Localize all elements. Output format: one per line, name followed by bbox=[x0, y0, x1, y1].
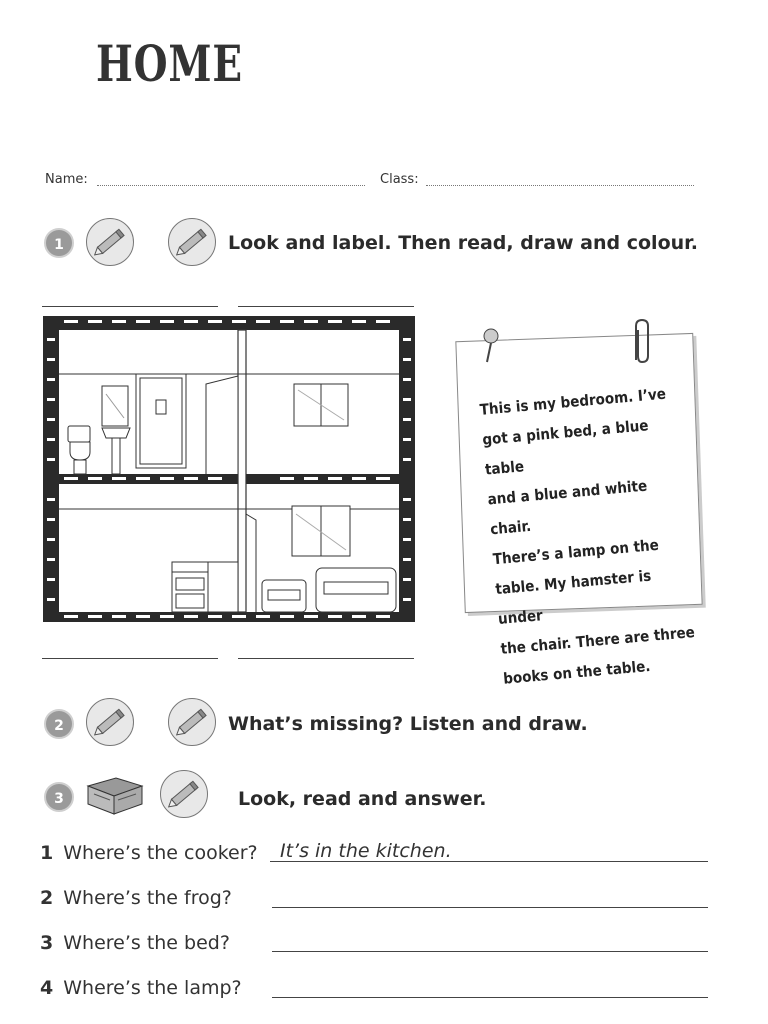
question-number: 1 bbox=[40, 842, 54, 864]
question-number: 2 bbox=[40, 887, 54, 909]
class-label: Class: bbox=[380, 172, 419, 187]
note-text: This is my bedroom. I’ve got a pink bed, a blue table and a blue and white chair. There’s a lamp on the table. My hamster is under the chair. There are three books on the table. bbox=[479, 384, 696, 688]
question-number: 3 bbox=[40, 932, 54, 954]
book-icon bbox=[84, 772, 146, 818]
house-illustration bbox=[40, 314, 418, 626]
question-text: Where’s the cooker? bbox=[63, 842, 258, 864]
pushpin-icon bbox=[476, 326, 506, 366]
page-title: HOME bbox=[96, 34, 243, 93]
exercise-1-instruction: Look and label. Then read, draw and colour. bbox=[228, 232, 699, 254]
answer-line[interactable] bbox=[272, 996, 708, 998]
paperclip-icon bbox=[626, 316, 656, 366]
question-text: Where’s the bed? bbox=[63, 932, 230, 954]
pencil-icon bbox=[160, 770, 208, 818]
label-line-top-right[interactable] bbox=[238, 305, 414, 307]
question-row bbox=[40, 932, 230, 954]
exercise-2-instruction: What’s missing? Listen and draw. bbox=[228, 713, 588, 735]
answer-line[interactable] bbox=[272, 950, 708, 952]
question-row bbox=[40, 842, 258, 864]
question-text: Where’s the frog? bbox=[63, 887, 232, 909]
question-text: Where’s the lamp? bbox=[63, 977, 242, 999]
name-label: Name: bbox=[45, 172, 88, 187]
question-number: 4 bbox=[40, 977, 54, 999]
question-row bbox=[40, 887, 232, 909]
answer-example: It’s in the kitchen. bbox=[280, 840, 452, 862]
pencil-icon bbox=[168, 218, 216, 266]
pencil-icon bbox=[168, 698, 216, 746]
pinned-note bbox=[455, 333, 702, 688]
exercise-number-badge: 1 bbox=[44, 228, 74, 258]
question-row bbox=[40, 977, 242, 999]
exercise-number-badge: 3 bbox=[44, 782, 74, 812]
label-line-bottom-right[interactable] bbox=[238, 657, 414, 659]
label-line-bottom-left[interactable] bbox=[42, 657, 218, 659]
exercise-3-instruction: Look, read and answer. bbox=[238, 788, 487, 810]
exercise-number-badge: 2 bbox=[44, 709, 74, 739]
pencil-icon bbox=[86, 218, 134, 266]
pencil-icon bbox=[86, 698, 134, 746]
answer-line[interactable] bbox=[270, 860, 708, 862]
class-field[interactable] bbox=[426, 184, 694, 186]
answer-line[interactable] bbox=[272, 906, 708, 908]
label-line-top-left[interactable] bbox=[42, 305, 218, 307]
name-field[interactable] bbox=[97, 184, 365, 186]
